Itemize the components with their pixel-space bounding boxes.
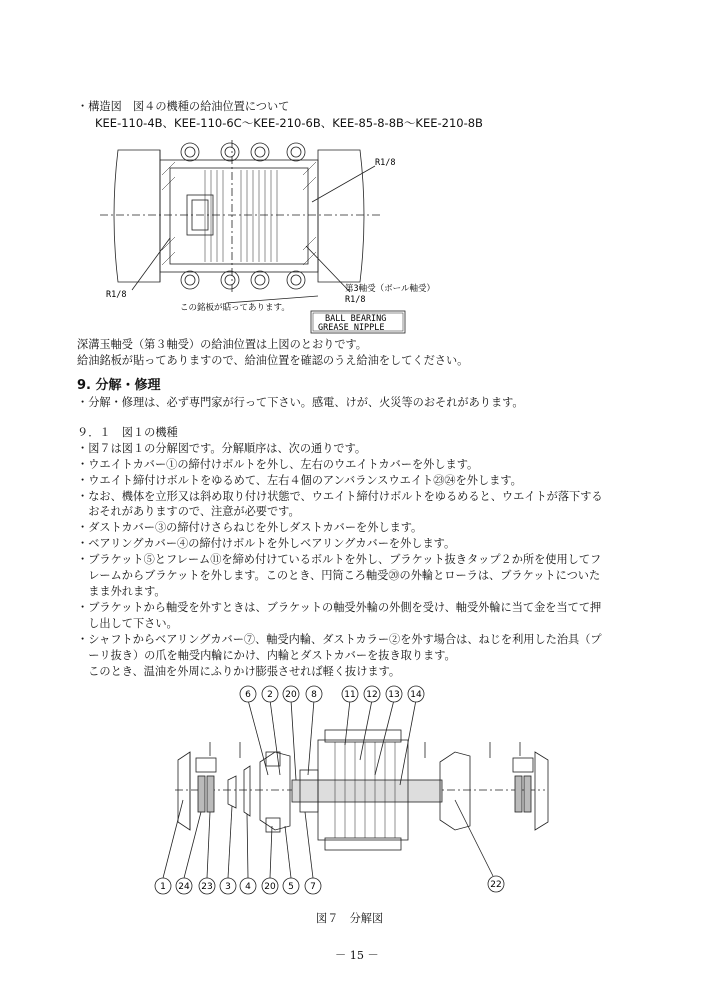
grease-note-line: 深溝玉軸受（第３軸受）の給油位置は上図のとおりです。 <box>77 338 367 351</box>
part-label: 11 <box>344 690 356 700</box>
callout-r18-top: R1/8 <box>375 158 396 168</box>
part-label: 6 <box>245 690 251 700</box>
nameplate-line1: BALL BEARING <box>325 314 387 324</box>
procedure-line: ・ウエイト締付けボルトをゆるめて、左右４個のアンバランスウエイト㉓㉔を外します。 <box>77 474 522 487</box>
callout-nameplate-note: この銘板が貼ってあります。 <box>180 303 290 313</box>
procedure-line: まま外れます。 <box>77 585 166 598</box>
part-label: 8 <box>311 690 317 700</box>
procedure-line: ・ベアリングカバー④の締付けボルトを外しベアリングカバーを外します。 <box>77 537 456 550</box>
part-label: 13 <box>388 690 400 700</box>
page-number: － 15 － <box>335 949 379 962</box>
part-label: 23 <box>201 882 213 892</box>
part-label: 14 <box>410 690 422 700</box>
procedure-line: ・ブラケットから軸受を外すときは、ブラケットの軸受外輪の外側を受け、軸受外輪に当て金を当てて押 <box>77 601 602 614</box>
procedure-line: レームからブラケットを外します。このとき、円筒ころ軸受⑳の外輪とローラは、ブラケットについた <box>77 569 601 582</box>
part-label: 3 <box>225 882 231 892</box>
part-label: 1 <box>160 882 166 892</box>
procedure-line: ・図７は図１の分解図です。分解順序は、次の通りです。 <box>77 442 367 455</box>
procedure-line: ・ブラケット⑤とフレーム⑪を締め付けているボルトを外し、ブラケット抜きタップ２か所を使用してフ <box>77 553 602 566</box>
figure7-caption: 図７ 分解図 <box>316 912 384 925</box>
procedure-line: ・ウエイトカバー①の締付けボルトを外し、左右のウエイトカバーを外します。 <box>77 458 479 471</box>
part-label: 12 <box>366 690 378 700</box>
part-label: 24 <box>178 882 190 892</box>
part-label: 20 <box>285 690 297 700</box>
model-list: KEE-110-4B、KEE-110-6C～KEE-210-6B、KEE-85-8-8B～KEE-210-8B <box>95 116 483 130</box>
section9-title: 9. 分解・修理 <box>77 378 161 393</box>
procedure-line: ・シャフトからベアリングカバー⑦、軸受内輪、ダストカラー②を外す場合は、ねじを利用した治具（プ <box>77 633 602 646</box>
callout-r18-bottom: R1/8 <box>345 295 366 305</box>
part-label: 5 <box>288 882 294 892</box>
structure-heading: ・構造図 図４の機種の給油位置について <box>77 100 290 113</box>
callout-r18-left: R1/8 <box>106 290 127 300</box>
nameplate-line2: GREASE NIPPLE <box>318 323 385 333</box>
procedure-line: し出して下さい。 <box>77 617 178 630</box>
section9-intro: ・分解・修理は、必ず専門家が行って下さい。感電、けが、火災等のおそれがあります。 <box>77 396 524 409</box>
grease-note-line: 給油銘板が貼ってありますので、給油位置を確認のうえ給油をしてください。 <box>77 354 469 367</box>
procedure-line: ・ダストカバー③の締付けさらねじを外しダストカバーを外します。 <box>77 521 423 534</box>
part-label: 2 <box>267 690 273 700</box>
procedure-line: おそれがありますので、注意が必要です。 <box>77 505 300 518</box>
procedure-line: このとき、温油を外周にふりかけ膨張させれば軽く抜けます。 <box>77 665 401 678</box>
section91-title: ９．１ 図１の機種 <box>77 426 178 439</box>
procedure-line: ・なお、機体を立形又は斜め取り付け状態で、ウエイト締付けボルトをゆるめると、ウエイトが落下する <box>77 490 603 503</box>
callout-bearing3: 第3軸受（ボール軸受） <box>345 284 435 294</box>
part-label: 20 <box>264 882 276 892</box>
part-label: 7 <box>310 882 316 892</box>
part-label: 4 <box>245 882 251 892</box>
procedure-line: ーリ抜き）の爪を軸受内輪にかけ、内輪とダストカバーを抜き取ります。 <box>77 649 456 662</box>
part-label: 22 <box>490 880 502 890</box>
